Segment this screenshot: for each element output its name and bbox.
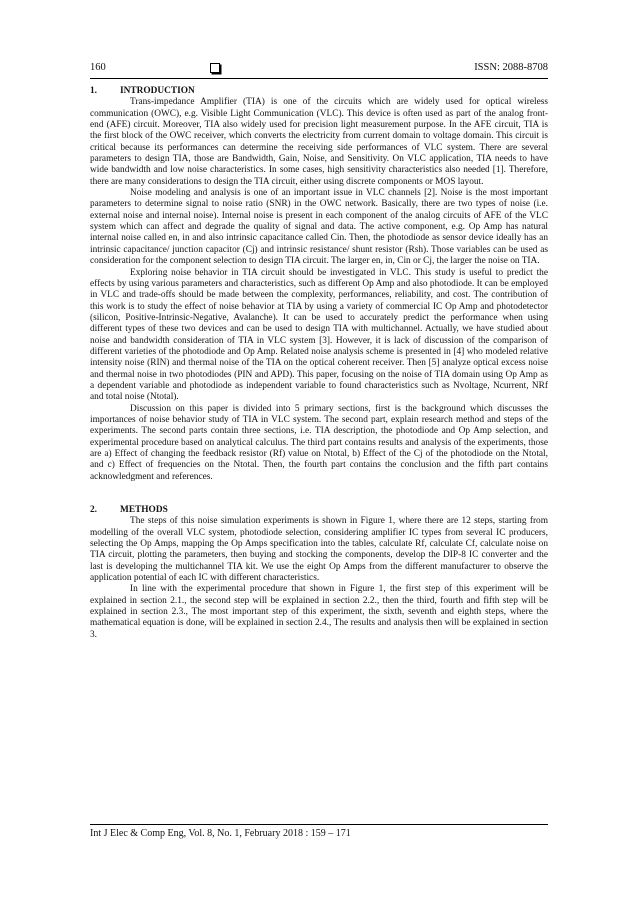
section-number: 1. xyxy=(90,86,98,96)
page-footer xyxy=(90,824,548,839)
section-heading-methods xyxy=(90,505,548,516)
paragraph: Noise modeling and analysis is one of an important issue in VLC channels [2]. Noise is the most important parameters to determine signal to noise ratio (SNR) in the OWC network. Basically, there are two types of noise (i.e. external noise and internal noise). Internal noise is present in each component of the analog circuits of AFE of the VLC system which can affect and degrade the quality of signal and data. The active component, e.g. Op Amp has natural internal noise called en, in and also intrinsic capacitance called Cin. Then, the photodiode as sensor device ideally has an intrinsic capacitance/ junction capacitor (Cj) and intrinsic resistance/ shunt resistor (Rsh). Those variables can be used as consideration for the component selection to design TIA circuit. The larger en, in, Cin or Cj, the larger the noise on TIA. xyxy=(90,188,548,267)
checkbox-square-icon xyxy=(210,63,220,73)
journal-citation: Int J Elec & Comp Eng, Vol. 8, No. 1, February 2018 : 159 – 171 xyxy=(90,828,351,839)
page-header xyxy=(90,62,548,79)
paragraph: Exploring noise behavior in TIA circuit should be investigated in VLC. This study is useful to predict the effects by using various parameters and characteristics, such as different Op Amp and also photodiode. It can be employed in VLC and trade-offs should be made between the complexity, performances, reliability, and cost. The contribution of this work is to study the effect of noise behavior at TIA by using a variety of commercial IC Op Amp and photodetector (silicon, Positive-Intrinsic-Negative, Avalanche). It can be used to accurately predict the performance when using different types of these two devices and can be used to design TIA with multichannel. Actually, we have studied about noise and bandwidth consideration of TIA in VLC system [3]. However, it is lack of discussion of the comparison of different varieties of the photodiode and Op Amp. Related noise analysis scheme is presented in [4] who modeled relative intensity noise (RIN) and thermal noise of the TIA on the optical coherent receiver. Then [5] analyze optical excess noise and thermal noise in two photodiodes (PIN and APD). This paper, focusing on the noise of TIA domain using Op Amp as a dependent variable and photodiode as independent variable to found characteristics such as Nvoltage, Ncurrent, NRf and total noise (Ntotal). xyxy=(90,267,548,403)
issn-label: ISSN: 2088-8708 xyxy=(474,62,548,73)
paragraph: In line with the experimental procedure that shown in Figure 1, the first step of this experiment will be explained in section 2.1., the second step will be explained in section 2.2., then the third, fourth and fifth step will be explained in section 2.3., The most important step of this experiment, the sixth, seventh and eighth steps, where the mathematical equation is done, will be explained in section 2.4., The results and analysis then will be explained in section 3. xyxy=(90,584,548,640)
page-number: 160 xyxy=(90,62,106,73)
paragraph: Trans-impedance Amplifier (TIA) is one of the circuits which are widely used for optical wireless communication (OWC), e.g. Visible Light Communication (VLC). This device is often used as part of the analog front-end (AFE) circuit. Moreover, TIA also widely used for precision light measurement purpose. In the AFE circuit, TIA is the first block of the OWC receiver, which converts the electricity from current domain to voltage domain. This circuit is critical because its performances can determine the receiving side performances of VLC system. There are several parameters to design TIA, those are Bandwidth, Gain, Noise, and Sensitivity. On VLC application, TIA needs to have wide bandwidth and low noise characteristics. In some cases, high sensitivity characteristics also needed [1]. Therefore, there are many considerations to design the TIA circuit, either using discrete components or MOS layout. xyxy=(90,97,548,187)
section-title: INTRODUCTION xyxy=(120,86,195,96)
section-heading-introduction xyxy=(90,86,548,97)
section-number: 2. xyxy=(90,505,98,516)
paragraph: Discussion on this paper is divided into 5 primary sections, first is the background which discusses the importances of noise behavior study of TIA in VLC system. The second part, explain research method and steps of the experiments. The second parts contain three sections, i.e. TIA description, the photodiode and Op Amp selection, and experimental procedure based on analytical calculus. The third part contains results and analysis of the experiments, those are a) Effect of changing the feedback resistor (Rf) value on Ntotal, b) Effect of the Cj of the photodiode on the Ntotal, and c) Effect of frequencies on the Ntotal. Then, the fourth part contains the conclusion and the fifth part contains acknowledgment and references. xyxy=(90,403,548,482)
article-body xyxy=(90,86,548,641)
paragraph: The steps of this noise simulation experiments is shown in Figure 1, where there are 12 steps, starting from modelling of the overall VLC system, photodiode selection, considering amplifier IC types from several IC producers, selecting the Op Amps, mapping the Op Amps specification into the tables, calculate Rf, calculate Cf, calculate noise on TIA circuit, plotting the parameters, then buying and stocking the components, develop the DIP-8 IC converter and the last is developing the multichannel TIA kit. We use the eight Op Amps from the different manufacturer to observe the application potential of each IC with different characteristics. xyxy=(90,516,548,584)
section-title: METHODS xyxy=(120,505,168,516)
